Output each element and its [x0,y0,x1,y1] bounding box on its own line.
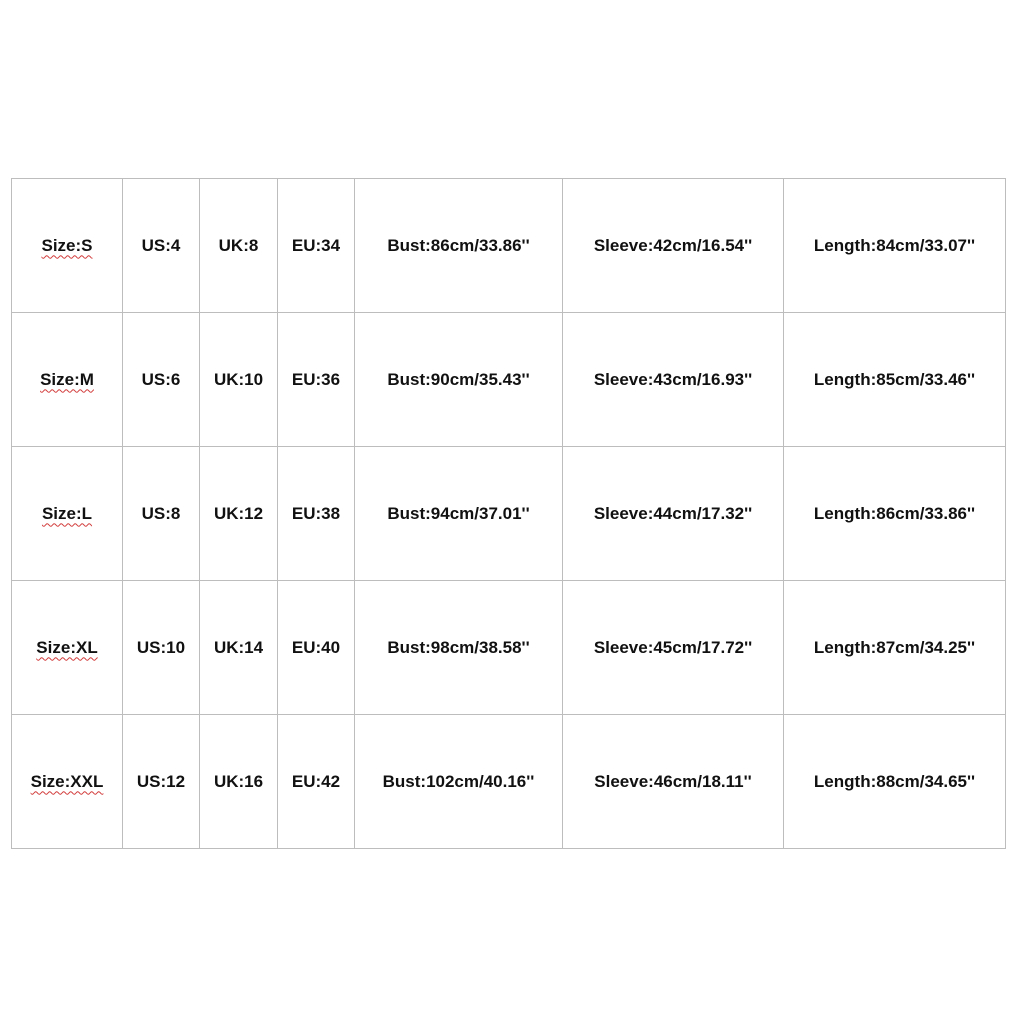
sleeve-cell: Sleeve:44cm/17.32'' [563,447,784,581]
size-row-l [12,447,1006,581]
size-cell [12,581,123,715]
us-size-cell: US:12 [123,715,200,849]
us-size-cell: US:10 [123,581,200,715]
size-cell [12,715,123,849]
length-cell: Length:84cm/33.07'' [784,179,1006,313]
size-chart-table [11,178,1006,849]
size-row-xl [12,581,1006,715]
length-cell: Length:85cm/33.46'' [784,313,1006,447]
sleeve-cell: Sleeve:46cm/18.11'' [563,715,784,849]
size-label: Size:XL [36,637,98,657]
eu-size-cell: EU:36 [278,313,355,447]
size-cell [12,313,123,447]
uk-size-cell: UK:12 [200,447,278,581]
uk-size-cell: UK:16 [200,715,278,849]
bust-cell: Bust:98cm/38.58'' [355,581,563,715]
bust-cell: Bust:102cm/40.16'' [355,715,563,849]
bust-cell: Bust:90cm/35.43'' [355,313,563,447]
eu-size-cell: EU:42 [278,715,355,849]
length-cell: Length:87cm/34.25'' [784,581,1006,715]
sleeve-cell: Sleeve:42cm/16.54'' [563,179,784,313]
eu-size-cell: EU:34 [278,179,355,313]
us-size-cell: US:8 [123,447,200,581]
eu-size-cell: EU:40 [278,581,355,715]
us-size-cell: US:4 [123,179,200,313]
length-cell: Length:88cm/34.65'' [784,715,1006,849]
size-label: Size:M [40,369,94,389]
size-label: Size:L [41,503,93,523]
uk-size-cell: UK:10 [200,313,278,447]
sleeve-cell: Sleeve:45cm/17.72'' [563,581,784,715]
size-label: Size:S [41,235,93,255]
size-row-s [12,179,1006,313]
bust-cell: Bust:94cm/37.01'' [355,447,563,581]
us-size-cell: US:6 [123,313,200,447]
eu-size-cell: EU:38 [278,447,355,581]
size-cell [12,179,123,313]
size-cell [12,447,123,581]
bust-cell: Bust:86cm/33.86'' [355,179,563,313]
size-row-xxl [12,715,1006,849]
sleeve-cell: Sleeve:43cm/16.93'' [563,313,784,447]
length-cell: Length:86cm/33.86'' [784,447,1006,581]
size-label: Size:XXL [30,771,104,791]
uk-size-cell: UK:8 [200,179,278,313]
uk-size-cell: UK:14 [200,581,278,715]
size-row-m [12,313,1006,447]
